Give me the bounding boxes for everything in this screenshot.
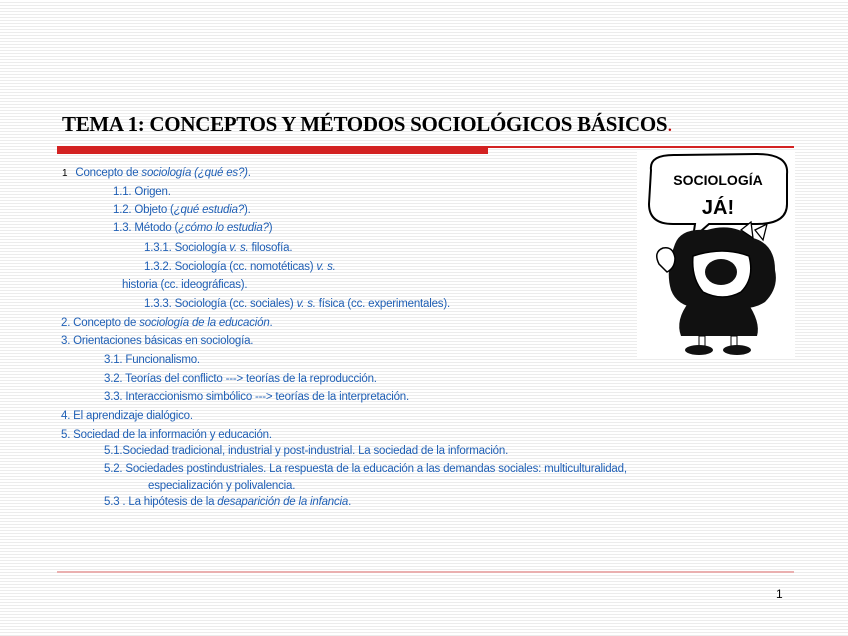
outline-emphasis: desaparición de la infancia <box>217 496 349 508</box>
outline-text: 5. Sociedad de la información y educación. <box>61 429 272 441</box>
outline-text: 1.3.2. Sociología (cc. nomotéticas) <box>144 261 317 273</box>
outline-emphasis: sociología de la educación <box>139 317 270 329</box>
outline-text: . <box>269 317 273 329</box>
outline-text: 1.2. Objeto ( <box>113 204 174 216</box>
outline-item-1-1 <box>113 186 171 198</box>
outline-emphasis: ¿qué estudia? <box>173 204 244 216</box>
outline-item-1-3 <box>113 222 272 234</box>
outline-text: física (cc. experimentales). <box>315 298 450 310</box>
outline-text: 1.3.1. Sociología <box>144 242 230 254</box>
outline-emphasis: ¿cómo lo estudia? <box>178 222 269 234</box>
outline-text: 3.3. Interaccionismo simbólico ---> teorías de la interpretación. <box>104 391 409 403</box>
outline-item-1-3-2 <box>144 261 336 273</box>
outline-item-3-3 <box>104 391 409 403</box>
outline-item-5-1 <box>104 445 508 457</box>
outline-text: ) <box>268 222 273 234</box>
outline-text: 2. Concepto de <box>61 317 140 329</box>
outline-item-5 <box>61 429 272 441</box>
open-mouth <box>705 259 737 285</box>
outline-text: 1.3.3. Sociología (cc. sociales) <box>144 298 297 310</box>
speech-text-line1: SOCIOLOGÍA <box>673 172 763 188</box>
raised-fist <box>657 248 675 272</box>
outline-text: historia (cc. ideográficas). <box>122 279 248 291</box>
cartoon-illustration-svg <box>637 152 795 359</box>
right-shoe <box>723 345 751 355</box>
outline-text: 4. El aprendizaje dialógico. <box>61 410 193 422</box>
outline-text: 3.2. Teorías del conflicto ---> teorías de la reproducción. <box>104 373 377 385</box>
outline-item-1 <box>62 167 251 179</box>
cartoon-girl-shouting-illustration <box>637 152 795 359</box>
outline-text: 5.1.Sociedad tradicional, industrial y post-industrial. La sociedad de la información. <box>104 445 509 457</box>
outline-text: . <box>348 496 352 508</box>
outline-item-1-2 <box>113 204 251 216</box>
outline-item-3 <box>61 335 253 347</box>
outline-text: 1.3. Método ( <box>113 222 179 234</box>
footer-divider <box>57 571 794 573</box>
outline-item-2 <box>61 317 273 329</box>
outline-item-4 <box>61 410 193 422</box>
outline-item-1-3-2-cont <box>122 279 247 291</box>
dress-shape <box>679 302 758 336</box>
outline-item-5-3 <box>104 496 351 508</box>
outline-text: especialización y polivalencia. <box>148 480 296 492</box>
outline-text: 1.1. Origen. <box>113 186 171 198</box>
outline-text: filosofía. <box>248 242 293 254</box>
outline-bullet: 1 <box>62 168 68 179</box>
speech-text-line2: JÁ! <box>701 197 735 219</box>
outline-item-5-2 <box>104 463 627 475</box>
outline-emphasis: v. s. <box>316 261 336 273</box>
outline-text: 5.2. Sociedades postindustriales. La respuesta de la educación a las demandas sociales: multiculturalidad, <box>104 463 627 475</box>
page-number: 1 <box>776 587 783 601</box>
outline-emphasis: v. s. <box>296 298 316 310</box>
slide-title-end: . <box>667 112 673 136</box>
left-shoe <box>685 345 713 355</box>
slide-title-text: TEMA 1: CONCEPTOS Y MÉTODOS SOCIOLÓGICOS BÁSICOS <box>62 112 668 136</box>
outline-text: . <box>247 167 251 179</box>
outline-emphasis: sociología (¿qué es?) <box>141 167 248 179</box>
outline-item-1-3-3 <box>144 298 450 310</box>
outline-item-1-3-1 <box>144 242 292 254</box>
outline-text: 5.3 . La hipótesis de la <box>104 496 218 508</box>
outline-emphasis: v. s. <box>229 242 249 254</box>
outline-text: 3.1. Funcionalismo. <box>104 354 200 366</box>
outline-item-3-2 <box>104 373 377 385</box>
outline-text: ). <box>243 204 251 216</box>
outline-text: 3. Orientaciones básicas en sociología. <box>61 335 254 347</box>
outline-text: Concepto de <box>75 167 142 179</box>
outline-item-3-1 <box>104 354 200 366</box>
outline-item-5-2-cont <box>148 480 295 492</box>
